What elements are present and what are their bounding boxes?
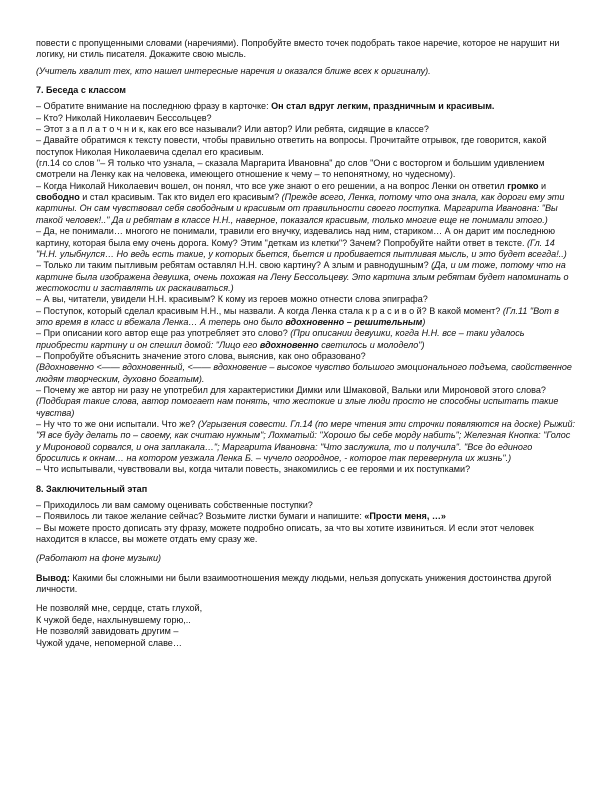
section-7-paragraph: – Да, не понимали… многого не понимали, травили его внучку, издевались над ним, стариком… А он дарит им последнюю картину, которая была ему очень дорога. Кому? Этим "деткам из клетки"? Зачем? Попробуйте найти ответ в тексте. (Гл. 14 "Н.Н. улыбнулся… Но ведь есть такие, у которых бьется, бьется и пробивается пытливая мысль, и это будет всегда!..): [36, 226, 567, 259]
section-7-paragraph: – Ну что то же они испытали. Что же? (Угрызения совести. Гл.14 (по мере чтения эти строчки появляются на доске) Рыжий: "Я все буду делать по – своему, как считаю нужным"; Лохматый: "Хорошо бы себе морду набить"; Железная Кнопка: "Голос у Мироновой сорвался, и она заплакала…"; Маргарита Ивановна: "Что заслужила, то и получила". "Все до единого бросились к окнам… на котором уезжала Ленка Б. – чучело огородное, - которое так перевернула их жизнь".): [36, 419, 576, 464]
section-8-paragraph: – Приходилось ли вам самому оценивать собственные поступки?: [36, 500, 313, 511]
poem-line: Чужой удаче, непомерной славе…: [36, 637, 182, 648]
section-7-paragraph: – Поступок, который сделал красивым Н.Н., мы назвали. А когда Ленка стала к р а с и в о й? В какой момент? (Гл.11 "Вот в это время в класс и вбежала Ленка… А теперь оно было вдохновенно – решительным): [36, 305, 559, 327]
section-7-paragraph: (Вдохновенно <—— вдохновенный, <—— вдохновение – высокое чувство большого эмоционального подъема, свойственное людям творческим, духовно богатым).: [36, 362, 572, 384]
section-7-paragraph: – При описании кого автор еще раз употребляет это слово? (При описании девушки, когда Н.Н. все – таки удалось приобрести картину и он спешил домой: "Лицо его вдохновенно светилось и молодело"): [36, 328, 525, 350]
section-8-paragraph: – Появилось ли такое желание сейчас? Возьмите листки бумаги и напишите: «Прости меня, …»: [36, 511, 446, 522]
poem: [36, 603, 576, 648]
section-7-paragraph: – Только ли таким пытливым ребятам оставлял Н.Н. свою картину? А злым и равнодушным? (Да, и им тоже, потому что на картине была изображена девушка, очень похожая на Лену Бессольцеву. Это картина злым ребятам будет напоминать о жестокости и заставлять их раскаиваться.): [36, 260, 569, 293]
conclusion-label: Вывод:: [36, 572, 70, 583]
emphasis: вдохновенно: [259, 339, 319, 350]
emphasis: свободно: [36, 192, 80, 203]
answer-note: (При описании девушки, когда Н.Н. все – таки удалось приобрести картину и он спешил домой: "Лицо его вдохновенно светилось и молодело"): [36, 328, 525, 350]
section-7-paragraph: – Когда Николай Николаевич вошел, он понял, что все уже знают о его решении, а на вопрос Ленки он ответил громко и свободно и стал красивым. Так кто видел его красивым? (Прежде всего, Ленка, потому что она знала, как дороги ему эти картины. Он сам чувствовал себя свободным и красивым от правильности своего поступка. Маргарита Ивановна: "Вы такой человек!.." Да и ребятам в классе Н.Н., наверное, показался красивым, только многие еще не понимали этого.): [36, 180, 565, 225]
emphasis: вдохновенно – решительным: [285, 316, 423, 327]
emphasis: Он стал вдруг легким, праздничным и красивым.: [271, 101, 495, 112]
section-8-paragraph: – Вы можете просто дописать эту фразу, можете подробно описать, за что вы хотите извиниться. И если этот человек находится в классе, вы можете отдать ему сразу же.: [36, 522, 534, 545]
conclusion-paragraph: Вывод: Какими бы сложными ни были взаимоотношения между людьми, нельзя допускать унижения достоинства другой личности.: [36, 572, 552, 595]
section-7-paragraph: – Этот з а п л а т о ч н и к, как его все называли? Или автор? Или ребята, сидящие в классе?: [36, 124, 429, 135]
section-7-paragraph: – Попробуйте объяснить значение этого слова, выяснив, как оно образовано?: [36, 350, 366, 361]
intro-paragraph: повести с пропущенными словами (наречиями). Попробуйте вместо точек подобрать такое наречие, которое не нарушит ни логику, ни стиль писателя. Докажите свою мысль.: [36, 38, 560, 60]
section-7-paragraph: (гл.14 со слов "– Я только что узнала, – сказала Маргарита Ивановна" до слов "Они с восторгом и большим удивлением смотрели на Ленку как на человека, имеющего отношение к чему – то непонятному, но чудесному).: [36, 158, 545, 180]
section-7-paragraph: – А вы, читатели, увидели Н.Н. красивым? К кому из героев можно отнести слова эпиграфа?: [36, 294, 428, 305]
answer-note: (Угрызения совести. Гл.14 (по мере чтения эти строчки появляются на доске) Рыжий: "Я все буду делать по – своему, как считаю нужным"; Лохматый: "Хорошо бы себе морду набить"; Железная Кнопка: "Голос у Мироновой сорвался, и она заплакала…"; Маргарита Ивановна: "Что заслужила, то и получила". "Все до единого бросились к окнам… на котором уезжала Ленка Б. – чучело огородное, - которое так перевернула их жизнь".): [36, 419, 576, 464]
poem-line: Не позволяй завидовать другим –: [36, 626, 179, 637]
intro-note: (Учитель хвалит тех, кто нашел интересные наречия и оказался ближе всех к оригиналу).: [36, 65, 431, 76]
poem-line: К чужой беде, нахлынувшему горю,..: [36, 614, 191, 625]
section-8-heading: 8. Заключительный этап: [36, 483, 148, 494]
poem-line: Не позволяй мне, сердце, стать глухой,: [36, 603, 203, 614]
answer-note: (Прежде всего, Ленка, потому что она знала, как дороги ему эти картины. Он сам чувствовал себя свободным и красивым от правильности своего поступка. Маргарита Ивановна: "Вы такой человек!.." Да и ребятам в классе Н.Н., наверное, показался красивым, только многие еще не понимали этого.): [36, 192, 565, 225]
answer-note: (Гл. 14 "Н.Н. улыбнулся… Но ведь есть такие, у которых бьется, бьется и пробивается пытливая мысль, и это будет всегда!..): [36, 237, 567, 259]
answer-note: (Подбирая такие слова, автор помогает нам понять, что жестокие и злые люди просто не способны испытать такие чувства): [36, 396, 559, 418]
section-7-paragraph: – Обратите внимание на последнюю фразу в карточке: Он стал вдруг легким, праздничным и красивым.: [36, 101, 495, 112]
answer-note: (Да, и им тоже, потому что на картине была изображена девушка, очень похожая на Лену Бессольцеву. Это картина злым ребятам будет напоминать о жестокости и заставлять их раскаиваться.): [36, 260, 569, 293]
emphasis: «Прости меня, …»: [364, 511, 446, 522]
answer-note: (Гл.11 "Вот в это время в класс и вбежала Ленка… А теперь оно было вдохновенно – решительным): [36, 305, 559, 327]
emphasis: громко: [507, 180, 539, 191]
section-7-paragraph: – Кто? Николай Николаевич Бессольцев?: [36, 112, 212, 123]
section-7-paragraph: – Что испытывали, чувствовали вы, когда читали повесть, знакомились с ее героями и их поступками?: [36, 464, 471, 475]
section-7-paragraph: – Почему же автор ни разу не употребил для характеристики Димки или Шмаковой, Вальки или Мироновой этого слова? (Подбирая такие слова, автор помогает нам понять, что жестокие и злые люди просто не способны испытать такие чувства): [36, 384, 559, 418]
section-7-paragraph: – Давайте обратимся к тексту повести, чтобы правильно ответить на вопросы. Прочитайте отрывок, где говорится, какой поступок Николая Николаевича сделал его красивым.: [36, 135, 547, 157]
section-7-heading: 7. Беседа с классом: [36, 85, 126, 96]
section-8-note: (Работают на фоне музыки): [36, 553, 162, 564]
